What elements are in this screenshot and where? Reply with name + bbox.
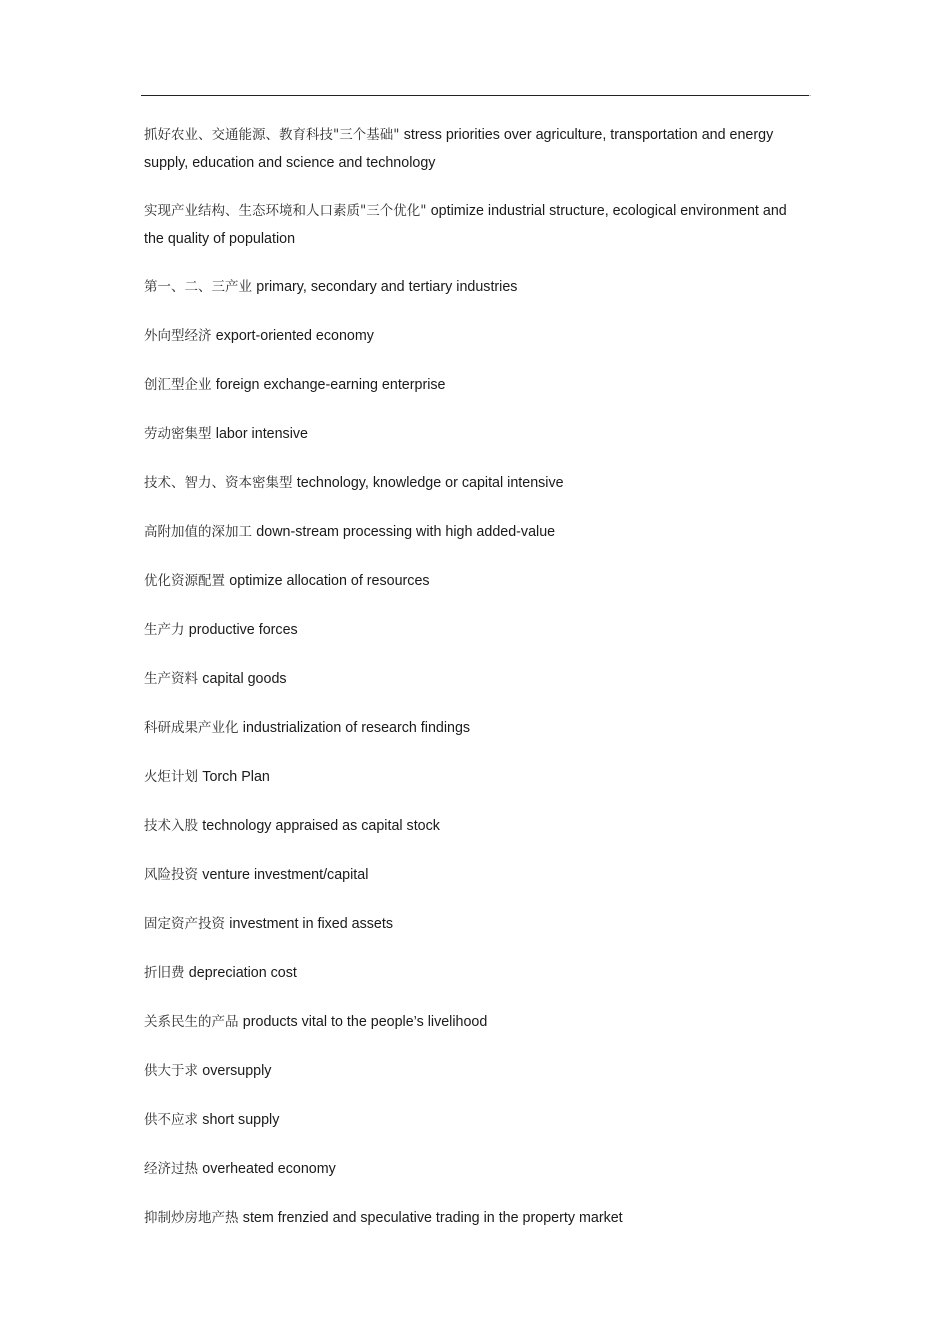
term-chinese: 关系民生的产品 <box>144 1014 243 1030</box>
term-english: technology appraised as capital stock <box>202 818 440 834</box>
glossary-entry <box>144 273 794 301</box>
glossary-entry <box>144 910 794 938</box>
glossary-entry <box>144 518 794 546</box>
term-english: optimize allocation of resources <box>229 573 430 589</box>
term-english: foreign exchange-earning enterprise <box>215 377 446 393</box>
term-english: stem frenzied and speculative trading in the property market <box>242 1210 623 1226</box>
glossary-entry <box>144 959 794 987</box>
term-chinese: 生产力 <box>144 622 189 638</box>
glossary-entry <box>144 861 794 889</box>
glossary-entry <box>144 763 794 791</box>
glossary-entry <box>144 469 794 497</box>
term-chinese: 高附加值的深加工 <box>144 524 257 540</box>
term-chinese: 技术入股 <box>144 818 203 834</box>
glossary-entry <box>144 616 794 644</box>
term-english: capital goods <box>202 671 287 687</box>
term-english: investment in fixed assets <box>229 916 393 932</box>
glossary-entry <box>144 121 794 177</box>
term-english: stress priorities over agriculture, transportation and energy supply, education and science and technology <box>144 127 774 171</box>
term-chinese: 风险投资 <box>144 867 203 883</box>
term-english: venture investment/capital <box>202 867 369 883</box>
term-chinese: 第一、二、三产业 <box>144 279 257 295</box>
glossary-entry <box>144 1106 794 1134</box>
glossary-entry <box>144 1155 794 1183</box>
term-chinese: 实现产业结构、生态环境和人口素质"三个优化" <box>144 203 431 219</box>
term-english: productive forces <box>188 622 298 638</box>
term-chinese: 折旧费 <box>144 965 189 981</box>
term-english: overheated economy <box>202 1161 336 1177</box>
term-english: industrialization of research findings <box>242 720 471 736</box>
term-chinese: 抓好农业、交通能源、教育科技"三个基础" <box>144 127 404 143</box>
term-english: primary, secondary and tertiary industries <box>256 279 518 295</box>
term-chinese: 创汇型企业 <box>144 377 216 393</box>
term-chinese: 抑制炒房地产热 <box>144 1210 243 1226</box>
glossary-entry <box>144 1008 794 1036</box>
term-english: technology, knowledge or capital intensive <box>296 475 564 491</box>
term-english: down-stream processing with high added-value <box>256 524 556 540</box>
term-english: optimize industrial structure, ecological environment and the quality of population <box>144 203 787 247</box>
glossary-entry <box>144 322 794 350</box>
glossary-entry <box>144 665 794 693</box>
term-english: oversupply <box>202 1063 272 1079</box>
glossary-entry <box>144 197 794 253</box>
term-english: products vital to the people’s livelihood <box>242 1014 488 1030</box>
term-chinese: 优化资源配置 <box>144 573 230 589</box>
glossary-entry <box>144 1204 794 1232</box>
term-english: short supply <box>202 1112 280 1128</box>
glossary-entry <box>144 420 794 448</box>
term-english: Torch Plan <box>202 769 270 785</box>
term-chinese: 技术、智力、资本密集型 <box>144 475 297 491</box>
term-english: labor intensive <box>215 426 308 442</box>
glossary-entry <box>144 1057 794 1085</box>
term-chinese: 供大于求 <box>144 1063 203 1079</box>
term-chinese: 外向型经济 <box>144 328 216 344</box>
glossary-entry <box>144 371 794 399</box>
term-chinese: 生产资料 <box>144 671 203 687</box>
term-chinese: 科研成果产业化 <box>144 720 243 736</box>
term-english: export-oriented economy <box>215 328 374 344</box>
glossary-entry <box>144 714 794 742</box>
term-english: depreciation cost <box>188 965 297 981</box>
term-chinese: 劳动密集型 <box>144 426 216 442</box>
term-chinese: 经济过热 <box>144 1161 203 1177</box>
term-chinese: 固定资产投资 <box>144 916 230 932</box>
header-mark: . <box>809 90 812 98</box>
term-chinese: 火炬计划 <box>144 769 203 785</box>
glossary-entry <box>144 812 794 840</box>
term-chinese: 供不应求 <box>144 1112 203 1128</box>
header-rule <box>141 95 809 96</box>
glossary-entry <box>144 567 794 595</box>
